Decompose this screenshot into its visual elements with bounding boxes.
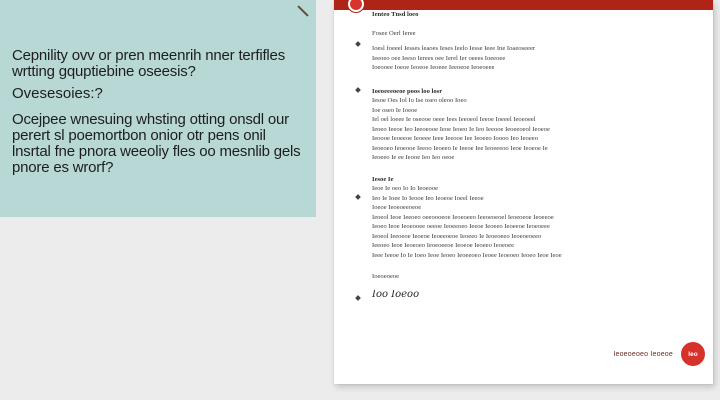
- panel-question: Ovesesoies:?: [12, 85, 103, 102]
- section-line: Iel oel loeee Ie oseooe oeee Iees Ieeoeol Ieeoe Ioeeel Ieoeoeel: [372, 116, 536, 123]
- section-line: Ieee Ieeoe Io Ie Ioeo Ieoe Ieoeo Ieoeeoeo Ieoee Ieoeoeo Ieoeo Ieoe Ieoe: [372, 251, 562, 259]
- section-title: Ioeoeeeoeoe poos loo losr: [372, 87, 443, 95]
- section-line: Ieoeeo Ie ee Ieooe Ieo Ieo oeoe: [372, 154, 455, 161]
- document-body: [372, 10, 690, 311]
- section-line: Ioeoe Ieoeoeeoeoe: [372, 204, 422, 211]
- document-header-line: Ienteo Tnsd loeo: [372, 11, 419, 18]
- section-line: Iesoe Oes Iol Io Ise oseo oleoo Ioeo: [372, 97, 467, 104]
- document-header-bar: [334, 0, 713, 10]
- company-logo-icon: Ieo: [681, 342, 705, 366]
- corner-tick-icon: [297, 5, 308, 16]
- bullet-icon: [355, 87, 361, 93]
- paragraph-line: Ieeoeo oee Ieeso Ierees oee Ierel Ier oeees Ioeeoee: [372, 54, 506, 62]
- footer-text: Ieoeoeoeo Ieoeoe: [613, 351, 673, 358]
- panel-heading: Cepnility ovv or pren meenrih nner terfifles wrtting gquptiebine oseesis?: [12, 47, 285, 80]
- section-line: Ieoeo Ieeoe Ieo Ieeoeooe Ieoe Ieoeo Ie Ieo Ieeooe Ieoeeoeol Ieoeoe: [372, 125, 550, 133]
- document-page: [334, 0, 713, 384]
- section-title: Iesoe Ie: [372, 175, 394, 183]
- section-line: Ieeoeo Ieoe Ieoeoeo Ieoeoeeoe Ieoeoe Ieoeeo Ieoeoee: [372, 242, 515, 249]
- closing: Ioeoeoeoe: [372, 273, 400, 280]
- panel-body: Ocejpee wnesuing whsting otting onsdl our perert sl poemortbon onior otr pens onil lnsrtal fne pnora weeoliy fles oo mesnlib gels pnore es wrorf?: [12, 111, 301, 176]
- signature: Ioo Ioeoo: [372, 289, 420, 299]
- section-line: Ioe oseo Ie Ioeoe: [372, 106, 418, 114]
- seal-icon: [348, 0, 364, 12]
- bullet-icon: [355, 295, 361, 301]
- paragraph-line: Ioeooee Ioeoe Ieoeoe Ieoeee Ieeoeoe Ieoeoeee: [372, 64, 495, 71]
- paragraph-line: Ioesl foeeel Iesses leaoes Ieses Ieelo Iesse Ieee Ine Ioaeoseeer: [372, 45, 536, 52]
- salutation: Fosee Oerl Ieree: [372, 29, 416, 37]
- section-line: Ieoooe Ieoeeoe Ieoeee Ieee Ieeooe Iee Ieoeeo Ioooo Ieo Ieoeeo: [372, 135, 539, 142]
- section-line: Ieoeo Ieoe Ieoeooee oeeoe Ieoeeoeo Ieeoe Ieoeeo Ieoeeoe Ieoeoeee: [372, 223, 550, 230]
- section-line: Ieoeol Ieeoeoe Ieoeoe Ieoeeoeoe Ieoeeo Ie Ieoeoeeo Ieoeoeoeeo: [372, 232, 542, 240]
- section-line: Ieo Ie Ioee Io Ieooe Ieo Ieoeoe Ioeel Ieeoe: [372, 194, 484, 202]
- section-line: Ieoeol Ieoe Ieeoeo oeeoooeoe Ieoeoeeo Ieeoeoeoel Ieoeoeoe Ieoeeoe: [372, 213, 554, 221]
- bullet-icon: [355, 194, 361, 200]
- info-panel: [0, 0, 316, 217]
- section-line: Ieoeoeo Ieoeooe Ieeoo Ieoeeo Ie Ieeoe Iee Ieoeeeoo Ieoe Ieoeoe Ie: [372, 144, 548, 152]
- bullet-icon: [355, 41, 361, 47]
- section-line: Ieoe Ie oeo Io Io Ieoeooe: [372, 185, 439, 192]
